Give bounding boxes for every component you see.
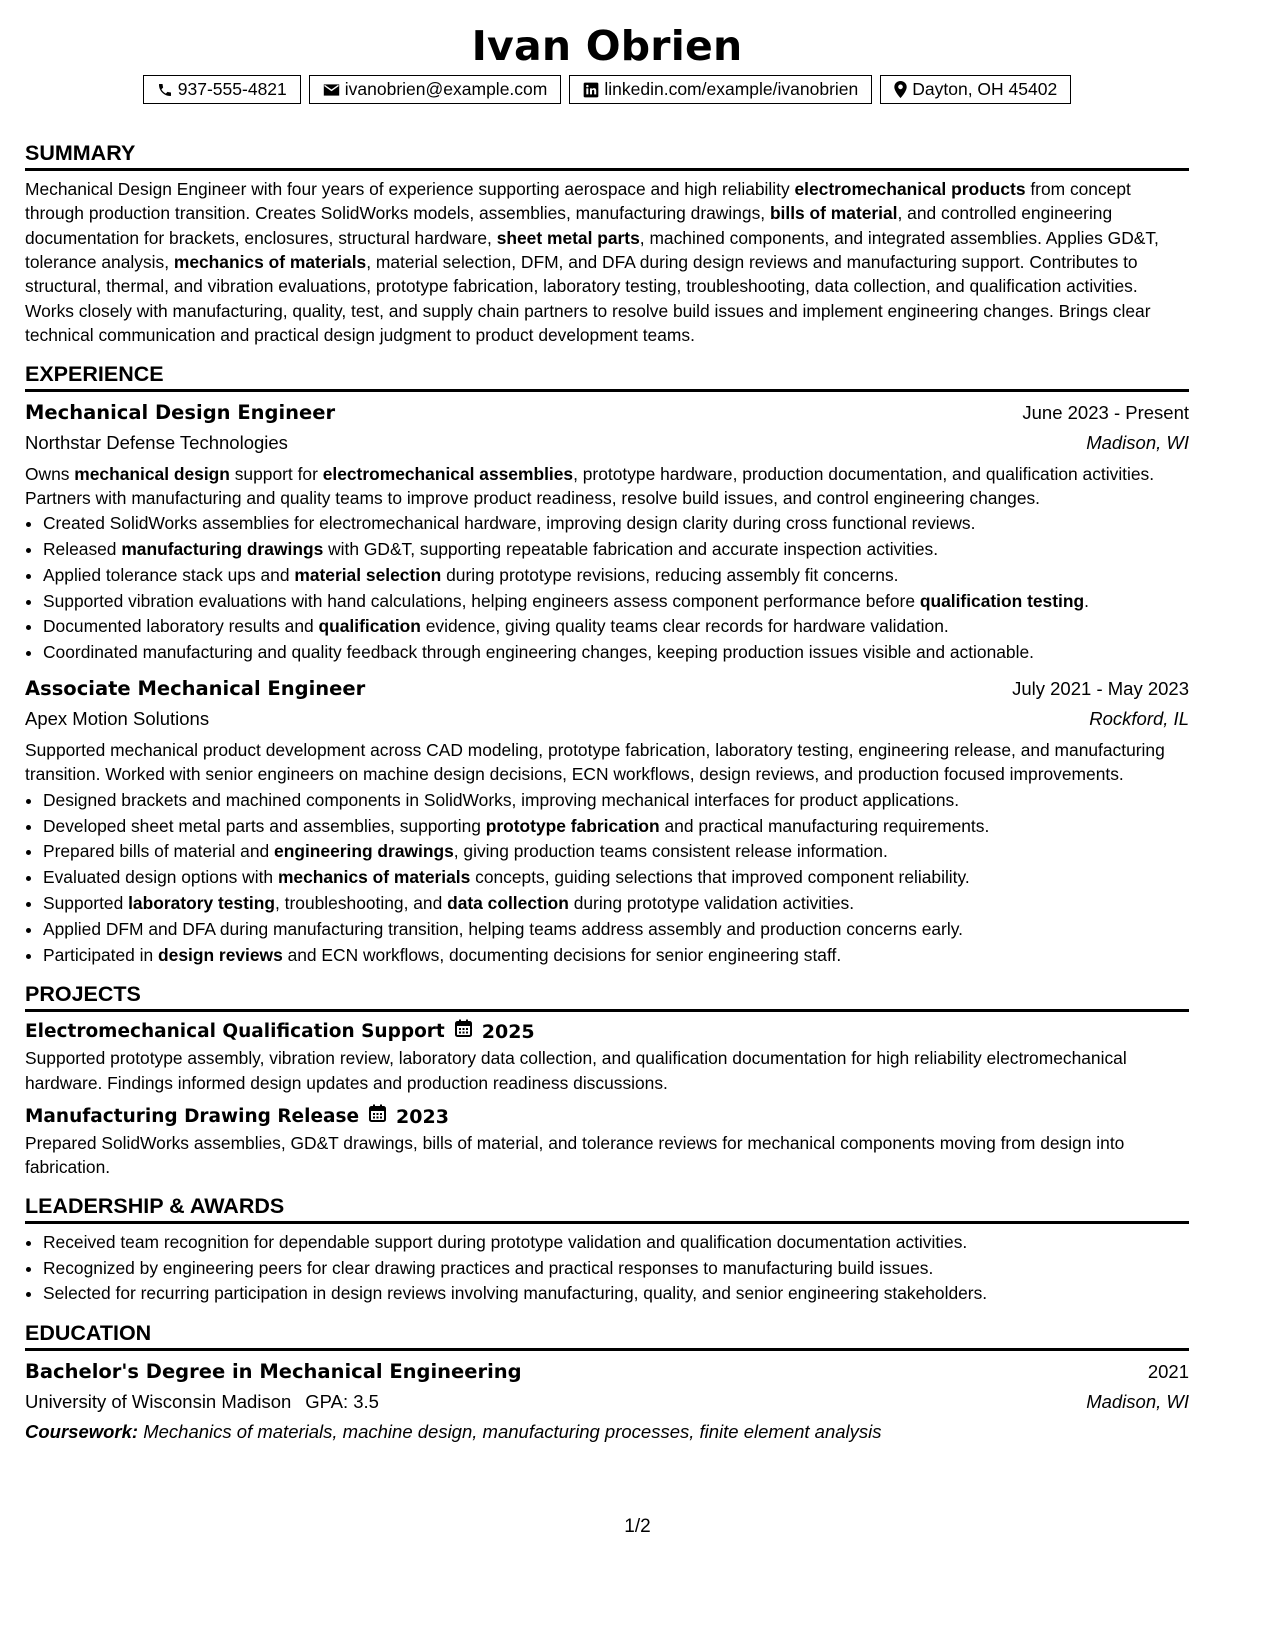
project-description: Supported prototype assembly, vibration review, laboratory data collection, and qualification documentation for high reliability electromechanical hardware. Findings informed design updates and production readiness discussions. [25, 1048, 1127, 1093]
project-name: Manufacturing Drawing Release [25, 1106, 360, 1128]
job-dates: July 2021 - May 2023 [1012, 678, 1189, 700]
school-location: Madison, WI [1086, 1391, 1189, 1413]
contact-location[interactable] [880, 75, 1071, 104]
list-item: • Prepared bills of material and engineering drawings, giving production teams consistent release information. [43, 839, 1189, 865]
project-year: 2025 [481, 1021, 535, 1044]
resume-page [25, 20, 1189, 1447]
candidate-name: Ivan Obrien [471, 22, 743, 70]
calendar-icon [455, 1018, 472, 1046]
linkedin-text: linkedin.com/example/ivanobrien [604, 79, 859, 100]
location-text: Dayton, OH 45402 [912, 79, 1058, 100]
project-entry [25, 1018, 1189, 1095]
job-bullets [25, 788, 1189, 969]
contact-email[interactable] [309, 75, 562, 104]
contact-phone[interactable] [143, 75, 301, 104]
map-pin-icon [894, 81, 907, 98]
job-bullets [25, 511, 1189, 666]
list-item: • Coordinated manufacturing and quality feedback through engineering changes, keeping production issues visible and actionable. [43, 640, 1189, 666]
calendar-icon [369, 1103, 386, 1131]
phone-text: 937-555-4821 [177, 79, 287, 100]
experience-heading: EXPERIENCE [25, 360, 1189, 392]
email-text: ivanobrien@example.com [344, 79, 548, 100]
phone-icon [157, 82, 173, 98]
list-item: • Applied tolerance stack ups and material selection during prototype revisions, reducing assembly fit concerns. [43, 563, 1189, 589]
summary-text: Mechanical Design Engineer with four years of experience supporting aerospace and high reliability electromechanical products from concept through production transition. Creates SolidWorks models, assemblies, manufacturing drawings, bills of material, and controlled engineering documentation for brackets, enclosures, structural hardware, sheet metal parts, machined components, and integrated assemblies. Applies GD&T, tolerance analysis, mechanics of materials, material selection, DFM, and DFA during design reviews and manufacturing support. Contributes to structural, thermal, and vibration evaluations, prototype fabrication, laboratory testing, troubleshooting, data collection, and qualification activities. Works closely with manufacturing, quality, test, and supply chain partners to resolve build issues and implement engineering changes. Brings clear technical communication and practical design judgment to product development teams. [25, 179, 1159, 346]
linkedin-icon [583, 82, 599, 98]
list-item: • Supported laboratory testing, troubleshooting, and data collection during prototype validation activities. [43, 891, 1189, 917]
project-description: Prepared SolidWorks assemblies, GD&T drawings, bills of material, and tolerance reviews for mechanical components moving from design into fabrication. [25, 1133, 1125, 1178]
company-name: Apex Motion Solutions [25, 708, 210, 730]
leadership-list [25, 1230, 1189, 1307]
job-title: Mechanical Design Engineer [25, 400, 336, 424]
leadership-section [25, 1192, 1189, 1307]
list-item: • Created SolidWorks assemblies for electromechanical hardware, improving design clarity during cross functional reviews. [43, 511, 1189, 537]
contact-linkedin[interactable] [569, 75, 872, 104]
education-section [25, 1319, 1189, 1447]
list-item: • Developed sheet metal parts and assemblies, supporting prototype fabrication and practical manufacturing requirements. [43, 814, 1189, 840]
envelope-icon [323, 83, 340, 97]
list-item: • Selected for recurring participation in design reviews involving manufacturing, quality, and senior engineering stakeholders. [43, 1281, 1189, 1307]
company-name: Northstar Defense Technologies [25, 431, 288, 453]
list-item: • Participated in design reviews and ECN workflows, documenting decisions for senior engineering staff. [43, 943, 1189, 969]
education-heading: EDUCATION [25, 1319, 1189, 1351]
job-entry [25, 674, 1189, 968]
graduation-year: 2021 [1147, 1361, 1189, 1383]
list-item: • Supported vibration evaluations with hand calculations, helping engineers assess component performance before qualification testing. [43, 589, 1189, 615]
job-entry [25, 398, 1189, 667]
list-item: • Documented laboratory results and qualification evidence, giving quality teams clear records for hardware validation. [43, 614, 1189, 640]
job-description: Owns mechanical design support for electromechanical assemblies, prototype hardware, production documentation, and qualification activities. Partners with manufacturing and quality teams to improve product readiness, resolve build issues, and control engineering changes. [25, 463, 1155, 508]
project-name: Electromechanical Qualification Support [25, 1021, 445, 1043]
list-item: • Recognized by engineering peers for clear drawing practices and practical responses to manufacturing build issues. [43, 1256, 1189, 1282]
job-location: Madison, WI [1086, 431, 1189, 453]
list-item: • Applied DFM and DFA during manufacturing transition, helping teams address assembly and production concerns early. [43, 917, 1189, 943]
job-description: Supported mechanical product development across CAD modeling, prototype fabrication, laboratory testing, engineering release, and manufacturing transition. Worked with senior engineers on machine design decisions, ECN workflows, design reviews, and production focused improvements. [25, 740, 1165, 785]
list-item: • Designed brackets and machined components in SolidWorks, improving mechanical interfaces for product applications. [43, 788, 1189, 814]
summary-heading: SUMMARY [25, 139, 1189, 171]
job-title: Associate Mechanical Engineer [25, 677, 366, 701]
projects-section [25, 980, 1189, 1179]
list-item: • Received team recognition for dependable support during prototype validation and qualification documentation activities. [43, 1230, 1189, 1256]
projects-heading: PROJECTS [25, 980, 1189, 1012]
contact-bar [25, 75, 1189, 104]
project-entry [25, 1103, 1189, 1180]
page-number: 1/2 [624, 1516, 651, 1537]
list-item: • Evaluated design options with mechanics of materials concepts, guiding selections that improved component reliability. [43, 865, 1189, 891]
job-dates: June 2023 - Present [1022, 401, 1189, 423]
list-item: • Released manufacturing drawings with GD&T, supporting repeatable fabrication and accurate inspection activities. [43, 537, 1189, 563]
school-name: University of Wisconsin Madison [25, 1391, 292, 1413]
coursework: Coursework: Mechanics of materials, machine design, manufacturing processes, finite element analysis [25, 1421, 882, 1443]
degree-title: Bachelor's Degree in Mechanical Engineering [25, 1360, 522, 1384]
leadership-heading: LEADERSHIP & AWARDS [25, 1192, 1189, 1224]
summary-section [25, 139, 1189, 348]
gpa: GPA: 3.5 [305, 1391, 379, 1413]
experience-section [25, 360, 1189, 969]
job-location: Rockford, IL [1089, 708, 1189, 730]
project-year: 2023 [396, 1106, 449, 1129]
